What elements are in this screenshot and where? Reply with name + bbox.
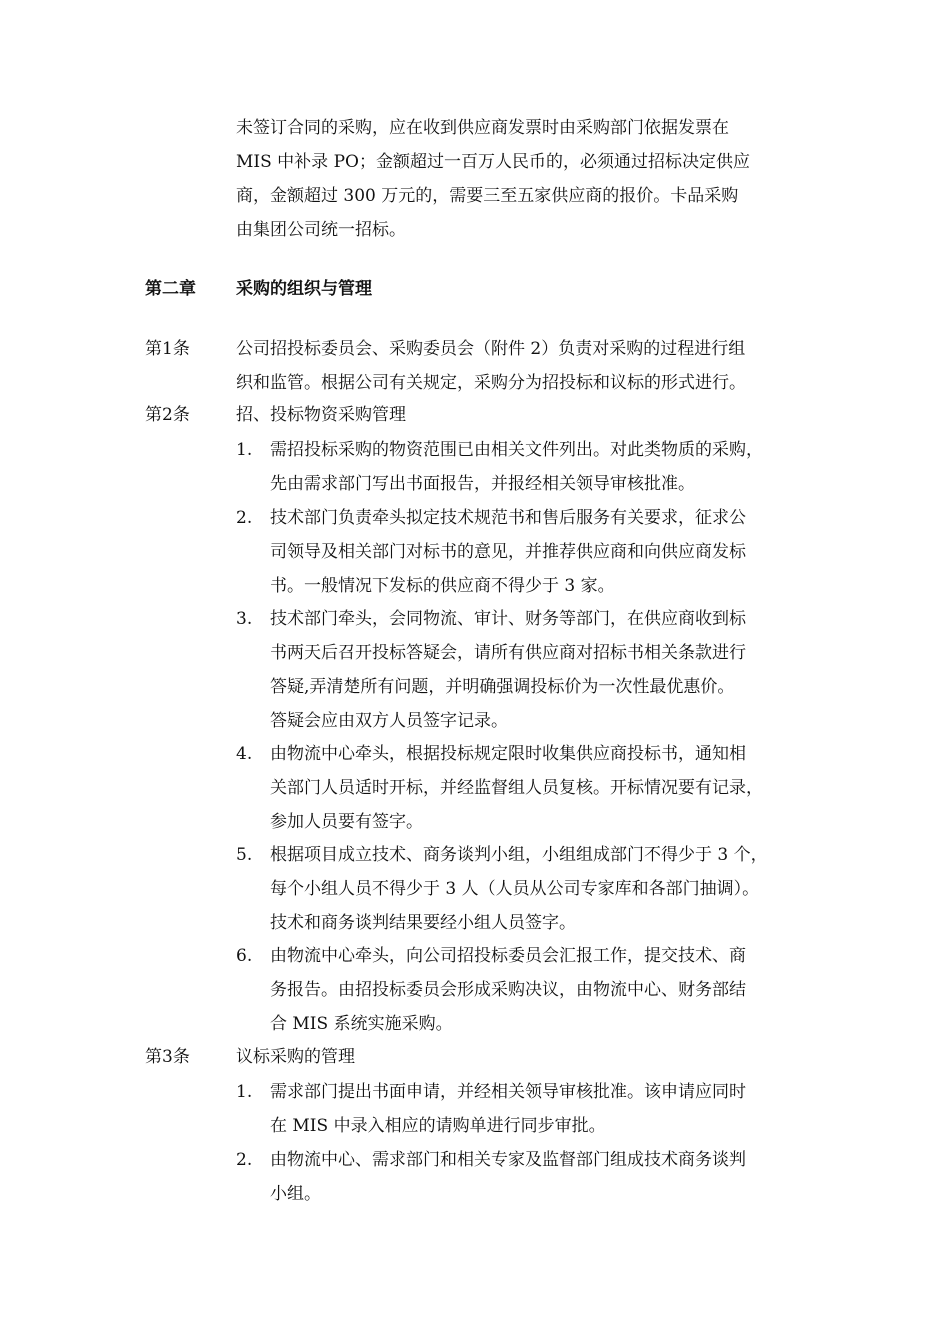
list-item	[270, 433, 830, 501]
list-item-line: 书。一般情况下发标的供应商不得少于 3 家。	[270, 576, 615, 596]
list-item-line: 关部门人员适时开标，并经监督组人员复核。开标情况要有记录，	[270, 778, 763, 798]
intro-line: 商，金额超过 300 万元的，需要三至五家供应商的报价。卡品采购	[236, 186, 739, 206]
list-item-line: 答疑会应由双方人员签字记录。	[270, 711, 508, 731]
list-item-line: 小组。	[270, 1184, 321, 1204]
list-item	[270, 602, 830, 738]
article-3-heading: 议标采购的管理	[236, 1047, 355, 1067]
list-item-line: 由物流中心牵头，根据投标规定限时收集供应商投标书，通知相	[270, 744, 746, 764]
list-item-line: 司领导及相关部门对标书的意见，并推荐供应商和向供应商发标	[270, 542, 746, 562]
list-item-line: 技术部门牵头，会同物流、审计、财务等部门，在供应商收到标	[270, 609, 746, 629]
list-item-line: 技术和商务谈判结果要经小组人员签字。	[270, 913, 576, 933]
list-item-number: 6.	[236, 946, 253, 966]
list-item-number: 1.	[236, 440, 253, 460]
article-1-body	[236, 332, 816, 400]
article-3-heading-wrap	[236, 1040, 816, 1074]
list-item-number: 5.	[236, 845, 253, 865]
intro-paragraph	[236, 111, 816, 247]
intro-line: 未签订合同的采购，应在收到供应商发票时由采购部门依据发票在	[236, 118, 729, 138]
article-2-label: 第2条	[145, 405, 190, 425]
list-item	[270, 838, 830, 940]
list-item	[270, 1075, 830, 1143]
article-2-heading: 招、投标物资采购管理	[236, 405, 406, 425]
list-item-number: 4.	[236, 744, 253, 764]
list-item-line: 先由需求部门写出书面报告，并报经相关领导审核批准。	[270, 474, 695, 494]
list-item-line: 书两天后召开投标答疑会，请所有供应商对招标书相关条款进行	[270, 643, 746, 663]
list-item-number: 2.	[236, 508, 253, 528]
article-1-line: 公司招投标委员会、采购委员会（附件 2）负责对采购的过程进行组	[236, 339, 746, 359]
list-item-line: 由物流中心牵头，向公司招投标委员会汇报工作，提交技术、商	[270, 946, 746, 966]
list-item-line: 需求部门提出书面申请，并经相关领导审核批准。该申请应同时	[270, 1082, 746, 1102]
list-item-line: 需招投标采购的物资范围已由相关文件列出。对此类物质的采购，	[270, 440, 763, 460]
list-item-number: 2.	[236, 1150, 253, 1170]
list-item	[270, 501, 830, 603]
list-item-line: 技术部门负责牵头拟定技术规范书和售后服务有关要求，征求公	[270, 508, 746, 528]
list-item-line: 在 MIS 中录入相应的请购单进行同步审批。	[270, 1116, 606, 1136]
list-item	[270, 737, 830, 839]
list-item-number: 3.	[236, 609, 253, 629]
article-2-heading-wrap	[236, 398, 816, 432]
list-item-line: 每个小组人员不得少于 3 人（人员从公司专家库和各部门抽调）。	[270, 879, 760, 899]
list-item-line: 由物流中心、需求部门和相关专家及监督部门组成技术商务谈判	[270, 1150, 746, 1170]
article-1-label: 第1条	[145, 339, 190, 359]
chapter-number: 第二章	[145, 279, 196, 299]
list-item-line: 根据项目成立技术、商务谈判小组，小组组成部门不得少于 3 个，	[270, 845, 768, 865]
list-item-line: 合 MIS 系统实施采购。	[270, 1014, 453, 1034]
chapter-heading	[145, 272, 825, 306]
list-item-line: 答疑,弄清楚所有问题，并明确强调投标价为一次性最优惠价。	[270, 677, 735, 697]
article-3-label: 第3条	[145, 1047, 190, 1067]
list-item-line: 务报告。由招投标委员会形成采购决议，由物流中心、财务部结	[270, 980, 746, 1000]
article-1-line: 织和监管。根据公司有关规定，采购分为招投标和议标的形式进行。	[236, 373, 746, 393]
list-item-number: 1.	[236, 1082, 253, 1102]
list-item	[270, 939, 830, 1041]
intro-line: 由集团公司统一招标。	[236, 220, 406, 240]
list-item	[270, 1143, 830, 1211]
intro-line: MIS 中补录 PO；金额超过一百万人民币的，必须通过招标决定供应	[236, 152, 750, 172]
list-item-line: 参加人员要有签字。	[270, 812, 423, 832]
chapter-title: 采购的组织与管理	[236, 279, 372, 299]
